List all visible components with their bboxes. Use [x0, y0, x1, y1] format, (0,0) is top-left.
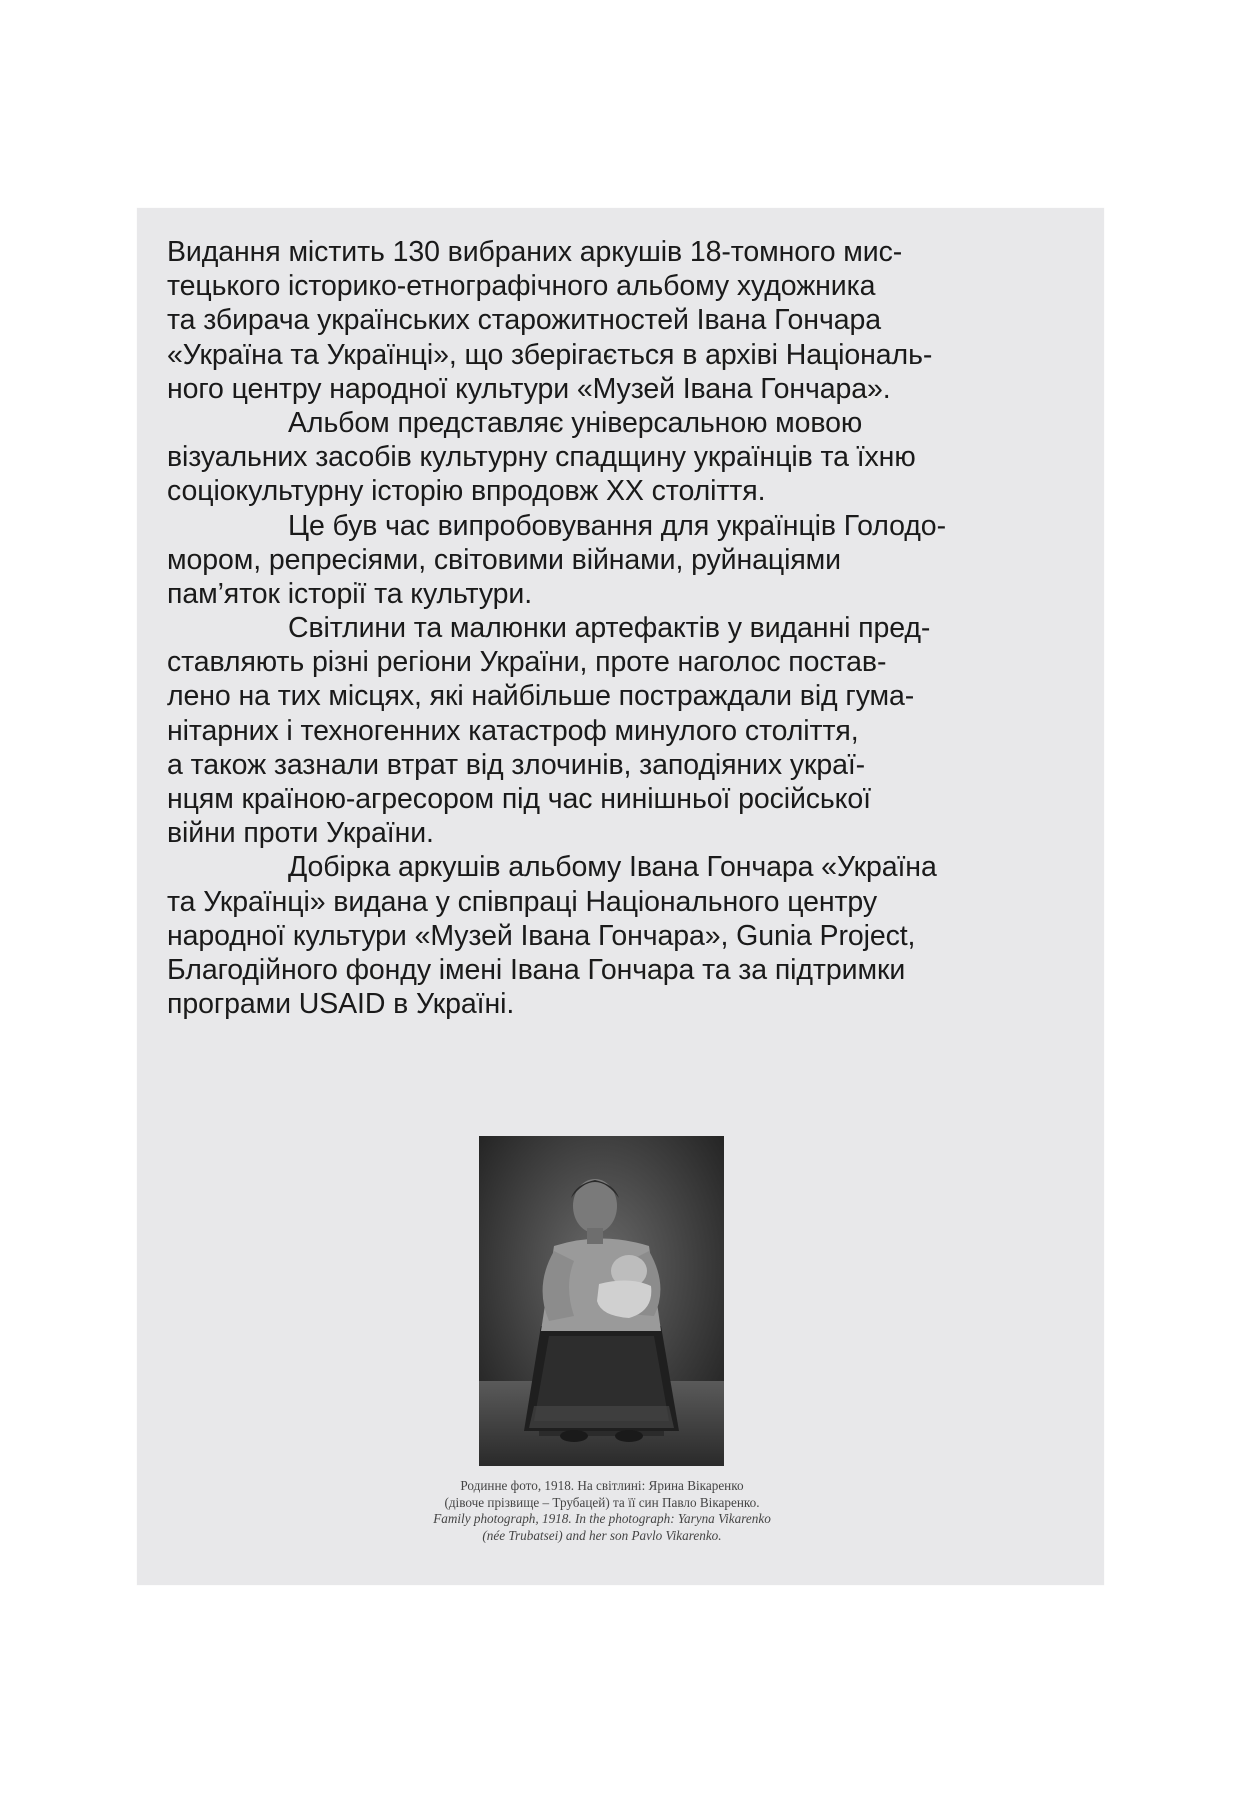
body-line: пам’яток історії та культури.	[167, 577, 533, 610]
body-line: Благодійного фонду імені Івана Гончара та за підтримки	[167, 953, 906, 986]
body-line: соціокультурну історію впродовж ХХ століття.	[167, 475, 766, 508]
book-back-cover	[137, 208, 1104, 1585]
body-text	[167, 235, 1047, 1021]
body-line: візуальних засобів культурну спадщину українців та їхню	[167, 441, 916, 474]
body-line: «Україна та Українці», що зберігається в архіві Національ-	[167, 338, 933, 371]
body-line: Видання містить 130 вибраних аркушів 18-томного мис-	[167, 236, 903, 268]
body-line: тецького історико-етнографічного альбому художника	[167, 270, 876, 303]
photo-woman-with-infant-icon	[479, 1136, 724, 1466]
body-line: Це був час випробовування для українців Голодо-	[288, 509, 946, 542]
body-line: а також зазнали втрат від злочинів, заподіяних украї-	[167, 748, 866, 781]
family-photo	[479, 1136, 724, 1466]
body-line: війни проти України.	[167, 817, 434, 850]
body-line: лено на тих місцях, які найбільше постраждали від гума-	[167, 680, 915, 713]
body-line: нітарних і техногенних катастроф минулого століття,	[167, 714, 859, 747]
caption-uk-line-1: Родинне фото, 1918. На світлині: Ярина Вікаренко	[460, 1478, 744, 1493]
body-line: нцям країною-агресором під час нинішньої російської	[167, 783, 871, 815]
body-line: та збирача українських старожитностей Івана Гончара	[167, 304, 881, 337]
body-line: мором, репресіями, світовими війнами, руйнаціями	[167, 543, 841, 576]
body-line: Світлини та малюнки артефактів у виданні пред-	[288, 612, 931, 645]
caption-uk-line-2: (дівоче прізвище – Трубацей) та її син Павло Вікаренко.	[444, 1494, 760, 1510]
caption-en-line-2: (née Trubatsei) and her son Pavlo Vikarenko.	[482, 1527, 722, 1543]
body-line: ного центру народної культури «Музей Івана Гончара».	[167, 372, 891, 405]
body-line: Альбом представляє універсальною мовою	[288, 406, 863, 439]
body-line: Добірка аркушів альбому Івана Гончара «Україна	[288, 851, 937, 884]
body-line: народної культури «Музей Івана Гончара», Gunia Project,	[167, 919, 916, 952]
caption-en-line-1: Family photograph, 1918. In the photograph: Yaryna Vikarenko	[433, 1511, 771, 1526]
photo-caption	[337, 1478, 867, 1544]
body-line: та Українці» видана у співпраці Національного центру	[167, 885, 878, 918]
body-line: програми USAID в Україні.	[167, 988, 515, 1021]
body-line: ставляють різні регіони України, проте наголос постав-	[167, 646, 887, 679]
